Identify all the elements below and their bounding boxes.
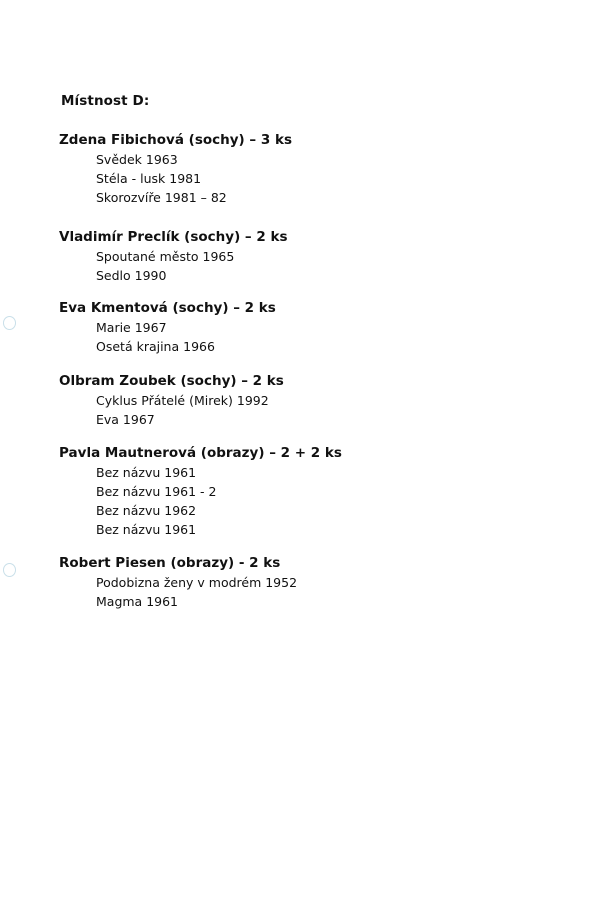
work-item: Bez názvu 1961 - 2 <box>96 484 217 499</box>
work-item: Eva 1967 <box>96 412 155 427</box>
artist-heading: Zdena Fibichová (sochy) – 3 ks <box>59 132 292 148</box>
work-item: Marie 1967 <box>96 320 167 335</box>
works-list <box>59 573 297 611</box>
work-item: Svědek 1963 <box>96 152 178 167</box>
work-item: Podobizna ženy v modrém 1952 <box>96 575 298 590</box>
works-list <box>59 391 284 429</box>
work-item: Spoutané město 1965 <box>96 249 235 264</box>
work-item: Skorozvíře 1981 – 82 <box>96 190 227 205</box>
work-item: Sedlo 1990 <box>96 268 167 283</box>
work-item: Bez názvu 1961 <box>96 522 197 537</box>
artist-section <box>59 227 288 285</box>
works-list <box>59 247 288 285</box>
work-item: Magma 1961 <box>96 594 179 609</box>
punch-hole-bottom <box>3 563 16 577</box>
artist-heading: Vladimír Preclík (sochy) – 2 ks <box>59 229 288 245</box>
artist-section <box>59 371 284 429</box>
work-item: Cyklus Přátelé (Mirek) 1992 <box>96 393 269 408</box>
artist-heading: Eva Kmentová (sochy) – 2 ks <box>59 300 276 316</box>
work-item: Bez názvu 1961 <box>96 465 197 480</box>
works-list <box>59 150 292 207</box>
works-list <box>59 318 276 356</box>
artist-section <box>59 298 276 356</box>
artist-heading: Robert Piesen (obrazy) - 2 ks <box>59 555 281 571</box>
artist-heading: Olbram Zoubek (sochy) – 2 ks <box>59 373 284 389</box>
artist-heading: Pavla Mautnerová (obrazy) – 2 + 2 ks <box>59 445 342 461</box>
works-list <box>59 463 342 539</box>
work-item: Osetá krajina 1966 <box>96 339 215 354</box>
work-item: Stéla - lusk 1981 <box>96 171 202 186</box>
punch-hole-top <box>3 316 16 330</box>
artist-section <box>59 130 292 207</box>
work-item: Bez názvu 1962 <box>96 503 197 518</box>
room-title: Místnost D: <box>61 93 150 109</box>
artist-section <box>59 553 297 611</box>
artist-section <box>59 443 342 539</box>
